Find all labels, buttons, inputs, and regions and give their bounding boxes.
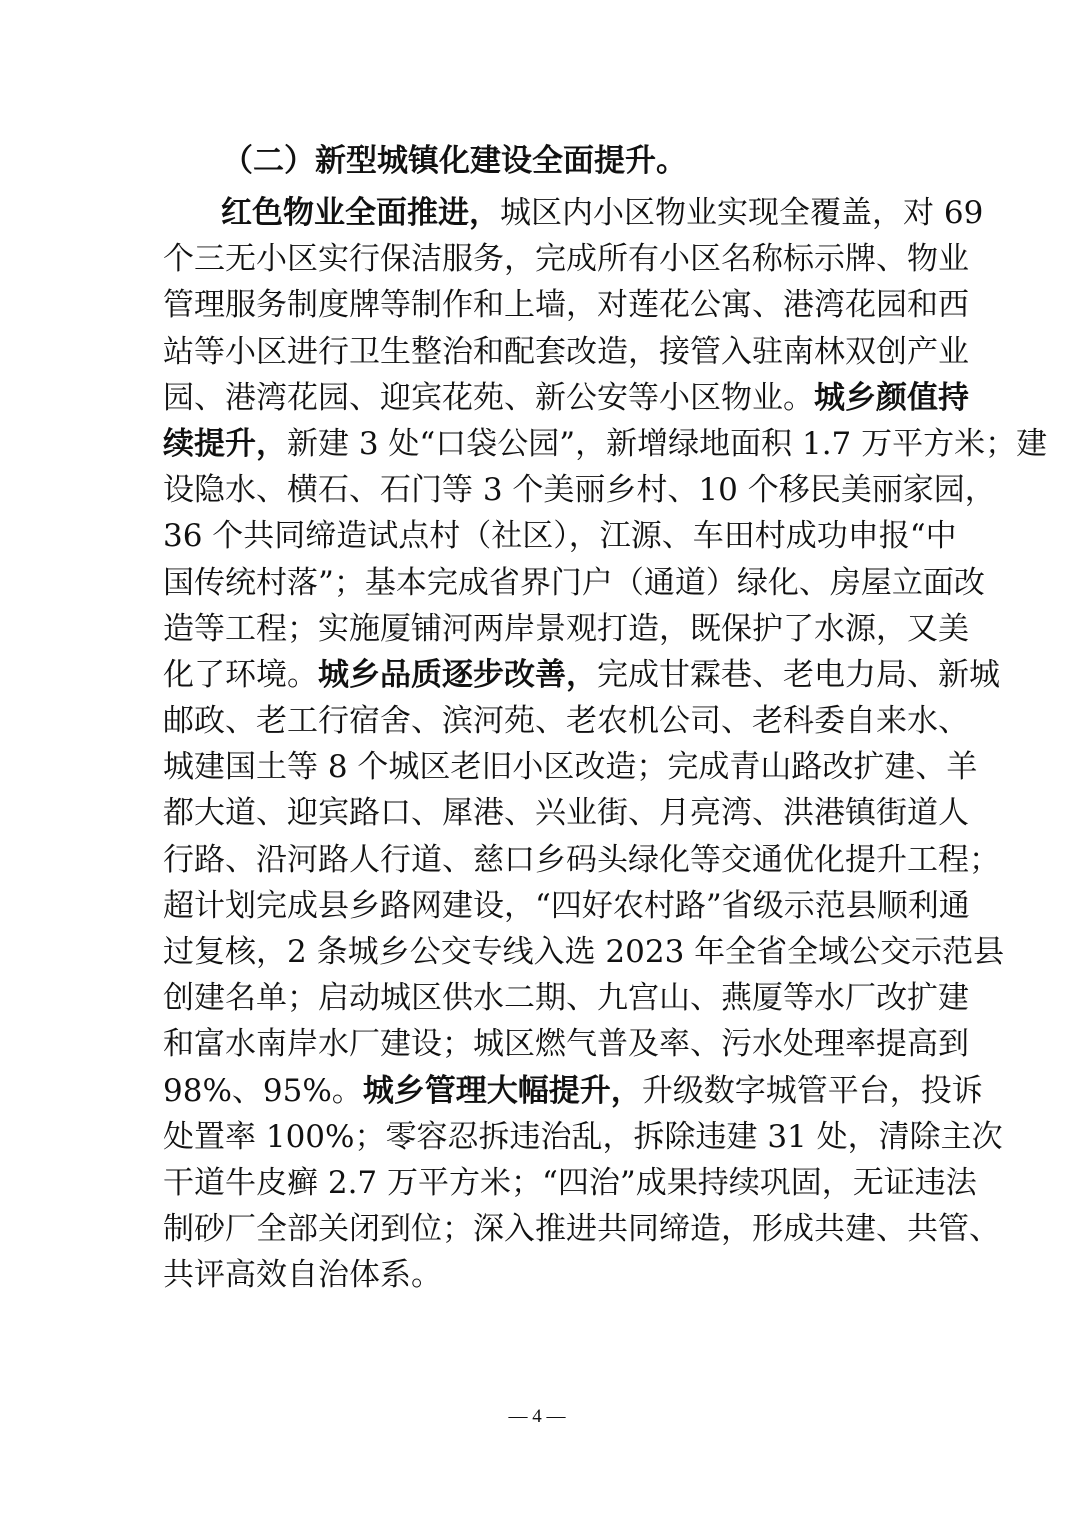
bold-lead-phrase: 城乡品质逐步改善， <box>318 656 597 693</box>
body-paragraph <box>163 190 1048 1299</box>
bold-lead-phrase: 城乡颜值持 <box>814 379 969 416</box>
text-run: 园、港湾花园、迎宾花苑、新公安等小区物业。 <box>163 379 814 416</box>
text-line <box>163 1252 913 1298</box>
page-number: — 4 — <box>508 1406 566 1427</box>
text-line <box>163 467 996 513</box>
text-run: 站等小区进行卫生整治和配套改造，接管入驻南林双创产业 <box>163 333 969 370</box>
text-run: 城建国土等 8 个城区老旧小区改造；完成青山路改扩建、羊 <box>163 749 978 786</box>
text-run: 国传统村落”；基本完成省界门户（通道）绿化、房屋立面改 <box>163 564 985 601</box>
text-line <box>163 1114 1003 1160</box>
text-line <box>163 560 985 606</box>
text-run: 个三无小区实行保洁服务，完成所有小区名称标示牌、物业 <box>163 241 969 278</box>
text-line <box>163 698 969 744</box>
text-run: 管理服务制度牌等制作和上墙，对莲花公寓、港湾花园和西 <box>163 287 969 324</box>
text-line <box>163 1160 977 1206</box>
bold-lead-phrase: 城乡管理大幅提升， <box>362 1072 642 1109</box>
text-run: 行路、沿河路人行道、慈口乡码头绿化等交通优化提升工程； <box>163 841 1000 878</box>
text-line <box>163 282 969 328</box>
text-run: 创建名单；启动城区供水二期、九宫山、燕厦等水厂改扩建 <box>163 980 969 1017</box>
text-line <box>163 1206 1000 1252</box>
text-run: 城区内小区物业实现全覆盖，对 69 <box>500 195 984 231</box>
text-line <box>163 513 957 559</box>
text-line <box>163 606 969 652</box>
text-run: 共评高效自治体系。 <box>163 1257 442 1294</box>
text-run: 干道牛皮癣 2.7 万平方米；“四治”成果持续巩固，无证违法 <box>163 1164 977 1201</box>
text-run: 和富水南岸水厂建设；城区燃气普及率、污水处理率提高到 <box>163 1026 969 1063</box>
text-line <box>163 421 1048 467</box>
text-run: 98%、95%。 <box>163 1072 363 1109</box>
text-line <box>163 1021 969 1067</box>
text-line <box>163 1068 983 1114</box>
text-line <box>163 837 1000 883</box>
text-line <box>163 375 969 421</box>
text-line <box>163 975 969 1021</box>
text-line <box>163 744 978 790</box>
text-run: 完成甘霖巷、老电力局、新城 <box>597 656 1000 693</box>
text-run: 36 个共同缔造试点村（社区），江源、车田村成功申报“中 <box>163 518 957 555</box>
text-run: 超计划完成县乡路网建设，“四好农村路”省级示范县顺利通 <box>163 887 970 924</box>
text-line <box>163 236 969 282</box>
text-run: 新建 3 处“口袋公园”，新增绿地面积 1.7 万平方米；建 <box>287 425 1048 462</box>
text-run: 化了环境。 <box>163 656 318 693</box>
text-line <box>163 883 970 929</box>
text-run: 邮政、老工行宿舍、滨河苑、老农机公司、老科委自来水、 <box>163 703 969 740</box>
text-line <box>163 929 1005 975</box>
text-run: 处置率 100%；零容忍拆违治乱，拆除违建 31 处，清除主次 <box>163 1118 1003 1155</box>
bold-lead-phrase: 续提升， <box>163 425 287 462</box>
text-run: 制砂厂全部关闭到位；深入推进共同缔造，形成共建、共管、 <box>163 1211 1000 1248</box>
text-run: 都大道、迎宾路口、犀港、兴业街、月亮湾、洪港镇街道人 <box>163 795 969 832</box>
text-line <box>163 190 984 236</box>
text-line <box>163 790 969 836</box>
section-heading: （二）新型城镇化建设全面提升。 <box>222 143 687 179</box>
text-line <box>163 652 1000 698</box>
text-run: 造等工程；实施厦铺河两岸景观打造，既保护了水源，又美 <box>163 610 969 647</box>
text-run: 过复核，2 条城乡公交专线入选 2023 年全省全域公交示范县 <box>163 934 1005 970</box>
text-run: 升级数字城管平台，投诉 <box>641 1072 983 1109</box>
text-line <box>163 329 969 375</box>
bold-lead-phrase: 红色物业全面推进， <box>221 195 500 231</box>
text-run: 设隐水、横石、石门等 3 个美丽乡村、10 个移民美丽家园， <box>163 472 996 509</box>
